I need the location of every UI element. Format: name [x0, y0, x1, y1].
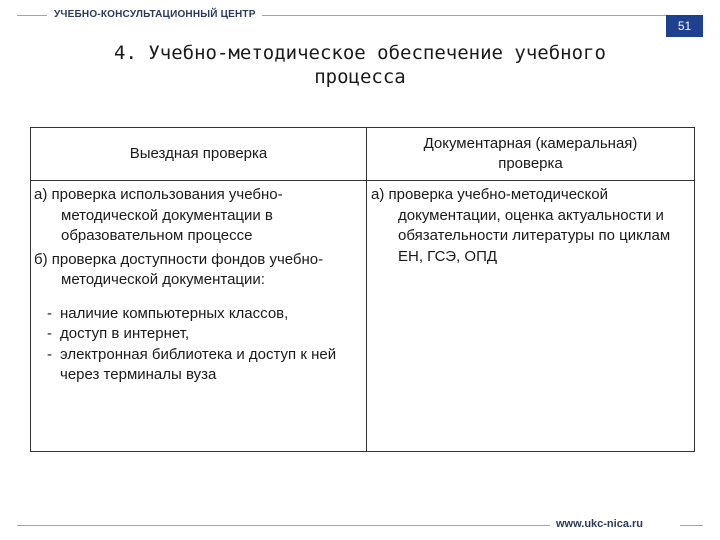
- column-header-left-label: Выездная проверка: [129, 145, 268, 162]
- onsite-item-b: б) проверка доступности фондов учебно-методической документации:: [34, 250, 324, 288]
- slide-title-line-2: процесса: [314, 66, 406, 88]
- footer-website-link[interactable]: www.ukc-nica.ru: [556, 518, 644, 530]
- documentary-item-a: а) проверка учебно-методической документации, оценка актуальности и обязательности литературы по циклам ЕН, ГСЭ, ОПД: [371, 186, 671, 265]
- bullet-list-item: [34, 324, 364, 345]
- footer-rule-left: [17, 525, 550, 526]
- bullet-text: доступ в интернет,: [60, 325, 190, 342]
- column-header-right-line-2: проверка: [498, 155, 563, 172]
- bullet-list-item: [34, 345, 364, 386]
- bullet-dash: -: [47, 345, 52, 363]
- header-rule-left: [17, 15, 47, 16]
- onsite-item-a: а) проверка использования учебно-методической документации в образовательном процессе: [34, 186, 283, 244]
- slide-title-line-1: 4. Учебно-методическое обеспечение учебного: [114, 42, 606, 64]
- bullet-dash: -: [47, 325, 52, 342]
- bullet-dash: -: [47, 304, 52, 322]
- bullet-list-item: [34, 304, 364, 325]
- documentary-inspection-cell: [371, 185, 689, 267]
- content-table: [30, 127, 695, 452]
- footer-rule-right: [680, 525, 703, 526]
- onsite-inspection-cell: [34, 185, 364, 386]
- column-header-onsite-inspection: [31, 128, 366, 180]
- table-divider-horizontal: [31, 180, 694, 181]
- column-header-right-line-1: Документарная (камеральная): [423, 135, 638, 152]
- header-organization: УЧЕБНО-КОНСУЛЬТАЦИОННЫЙ ЦЕНТР: [54, 9, 256, 20]
- page-number: 51: [666, 15, 703, 37]
- onsite-bullet-list: [34, 304, 364, 386]
- bullet-text: электронная библиотека и доступ к ней через терминалы вуза: [60, 345, 337, 383]
- column-header-documentary-inspection: [367, 128, 694, 180]
- header-rule-right: [262, 15, 703, 16]
- bullet-text: наличие компьютерных классов,: [60, 304, 289, 322]
- slide-title: [40, 41, 680, 89]
